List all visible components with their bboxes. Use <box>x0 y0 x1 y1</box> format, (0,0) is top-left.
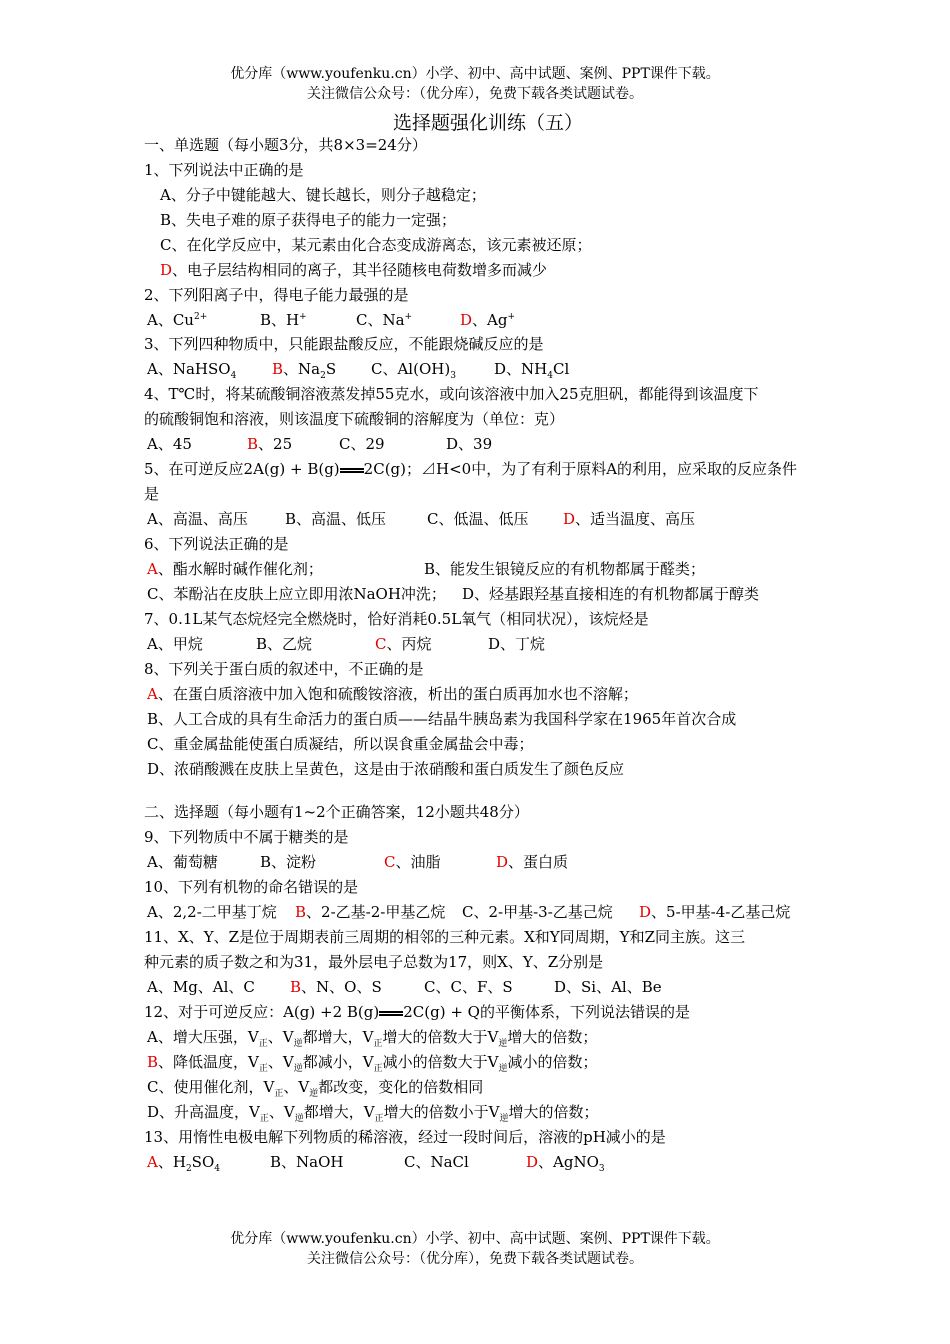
q9-option-d <box>496 853 568 871</box>
option-text: D、升高温度， <box>147 1103 250 1121</box>
answer-mark: A <box>147 1153 158 1171</box>
q1-option-d <box>160 261 547 279</box>
q7-options <box>144 635 844 655</box>
option-text: A、Cu <box>147 311 194 329</box>
q9-option-b: B、淀粉 <box>260 853 317 871</box>
option-text: 、丙烷 <box>386 635 432 653</box>
q8-option-a <box>147 685 638 703</box>
velocity-symbol: V <box>298 1078 310 1096</box>
subscript: 2 <box>185 1164 192 1174</box>
option-text: 、 <box>268 1103 284 1121</box>
answer-mark: B <box>290 978 302 996</box>
option-text: 、降低温度， <box>158 1053 249 1071</box>
q11-option-a: A、Mg、Al、C <box>147 978 255 996</box>
footer-line-1: 优分库（www.youfenku.cn）小学、初中、高中试题、案例、PPT课件下载。 <box>230 1231 720 1247</box>
velocity-symbol: V <box>487 1053 499 1071</box>
q10-option-d <box>639 903 790 921</box>
q7-option-c <box>375 635 432 653</box>
subscript: 逆 <box>293 1039 303 1049</box>
q13-option-d <box>526 1153 605 1174</box>
q4-stem-line-1: 4、T℃时，将某硫酸铜溶液蒸发掉55克水，或向该溶液中加入25克胆矾，都能得到该温度下 <box>144 385 759 403</box>
q11-option-d: D、Si、Al、Be <box>554 978 662 996</box>
q4-option-d: D、39 <box>446 435 493 453</box>
subscript: 逆 <box>498 1064 508 1074</box>
option-text: 都减小， <box>302 1053 363 1071</box>
option-text: 、 <box>267 1053 283 1071</box>
q12-option-b <box>147 1053 598 1074</box>
answer-mark: A <box>147 560 158 578</box>
answer-mark: C <box>375 635 387 653</box>
velocity-symbol: V <box>487 1028 499 1046</box>
option-text: 、5-甲基-4-乙基己烷 <box>651 903 791 921</box>
q2-options <box>144 311 844 331</box>
velocity-symbol: V <box>247 1028 259 1046</box>
q2-option-b <box>260 311 307 329</box>
q12-option-d <box>147 1103 599 1124</box>
option-text: 减小的倍数大于 <box>382 1053 488 1071</box>
q10-stem: 10、下列有机物的命名错误的是 <box>144 878 359 896</box>
q12-option-c <box>147 1078 484 1099</box>
q5-options <box>144 510 844 530</box>
q5-stem-line-1 <box>144 460 797 478</box>
subscript: 正 <box>373 1039 383 1049</box>
answer-mark: B <box>147 1053 159 1071</box>
q6-option-d: D、烃基跟羟基直接相连的有机物都属于醇类 <box>462 585 760 603</box>
answer-mark: D <box>639 903 652 921</box>
subscript: 正 <box>274 1089 284 1099</box>
option-text: D、NH <box>494 360 548 378</box>
q7-option-a: A、甲烷 <box>147 635 203 653</box>
q5-option-c: C、低温、低压 <box>427 510 529 528</box>
option-text: 、油脂 <box>395 853 441 871</box>
superscript: + <box>507 312 516 322</box>
q7-option-d: D、丁烷 <box>488 635 546 653</box>
q3-option-c <box>371 360 456 381</box>
q6-stem: 6、下列说法正确的是 <box>144 535 289 553</box>
q13-option-b: B、NaOH <box>270 1153 344 1171</box>
q5-option-d <box>563 510 695 528</box>
answer-mark: D <box>496 853 509 871</box>
option-text: B、H <box>260 311 300 329</box>
q13-option-a <box>147 1153 220 1174</box>
option-text: 、N、O、S <box>301 978 382 996</box>
answer-mark: D <box>526 1153 539 1171</box>
q10-option-b <box>295 903 445 921</box>
q1-stem: 1、下列说法中正确的是 <box>144 161 304 179</box>
q6-option-b: B、能发生银镜反应的有机物都属于醛类； <box>424 560 706 578</box>
subscript: 3 <box>450 371 456 381</box>
velocity-symbol: V <box>283 1103 295 1121</box>
option-text: 、AgNO <box>538 1153 599 1171</box>
option-text: 、蛋白质 <box>508 853 569 871</box>
option-text: C、Al(OH) <box>371 360 451 378</box>
velocity-symbol: V <box>362 1028 374 1046</box>
q11-option-b <box>290 978 382 996</box>
q10-options <box>144 903 844 923</box>
superscript: 2+ <box>193 312 208 322</box>
q2-option-a <box>147 311 207 329</box>
q2-option-c <box>356 311 412 329</box>
q12-option-a <box>147 1028 598 1049</box>
q9-option-a: A、葡萄糖 <box>147 853 218 871</box>
q6-option-c: C、苯酚沾在皮肤上应立即用浓NaOH冲洗； <box>147 585 446 603</box>
subscript: 正 <box>258 1064 268 1074</box>
answer-mark: B <box>247 435 259 453</box>
option-text: C、Na <box>356 311 405 329</box>
q8-option-c: C、重金属盐能使蛋白质凝结，所以误食重金属盐会中毒； <box>147 735 534 753</box>
subscript: 3 <box>598 1164 605 1174</box>
option-text: 、 <box>283 1078 299 1096</box>
q3-options <box>144 360 844 380</box>
option-text: SO <box>191 1153 215 1171</box>
option-text: Cl <box>552 360 570 378</box>
q3-option-a <box>147 360 237 381</box>
q2-stem: 2、下列阳离子中，得电子能力最强的是 <box>144 286 409 304</box>
option-text: 都改变，变化的倍数相同 <box>318 1078 484 1096</box>
option-text: 、H <box>157 1153 186 1171</box>
subscript: 逆 <box>294 1114 304 1124</box>
velocity-symbol: V <box>249 1103 260 1121</box>
subscript: 4 <box>214 1164 220 1174</box>
q4-option-c: C、29 <box>339 435 385 453</box>
subscript: 逆 <box>498 1039 508 1049</box>
q6-options-row-1 <box>144 560 844 580</box>
option-text: 增大的倍数； <box>508 1103 599 1121</box>
q1-option-b: B、失电子难的原子获得电子的能力一定强； <box>160 211 457 229</box>
q11-stem-line-2: 种元素的质子数之和为31，最外层电子总数为17，则X、Y、Z分别是 <box>144 953 604 971</box>
header-line-2: 关注微信公众号：（优分库），免费下载各类试题试卷。 <box>307 86 643 102</box>
q7-stem: 7、0.1L某气态烷烃完全燃烧时，恰好消耗0.5L氧气（相同状况），该烷烃是 <box>144 610 649 628</box>
answer-mark: C <box>384 853 396 871</box>
subscript: 2 <box>320 371 326 381</box>
velocity-symbol: V <box>362 1053 374 1071</box>
equilibrium-arrow-icon <box>340 467 364 473</box>
stem-text: 2C(g)；⊿H<0中，为了有利于原料A的利用，应采取的反应条件 <box>363 460 798 478</box>
subscript: 逆 <box>293 1064 303 1074</box>
q8-stem: 8、下列关于蛋白质的叙述中，不正确的是 <box>144 660 424 678</box>
stem-text: 2C(g) + Q的平衡体系，下列说法错误的是 <box>403 1003 690 1021</box>
q1-option-c: C、在化学反应中，某元素由化合态变成游离态，该元素被还原； <box>160 236 592 254</box>
subscript: 4 <box>547 371 553 381</box>
answer-mark: A <box>147 685 158 703</box>
q4-stem-line-2: 的硫酸铜饱和溶液，则该温度下硫酸铜的溶解度为（单位：克） <box>144 410 565 428</box>
answer-mark: B <box>295 903 307 921</box>
option-text: 增大的倍数大于 <box>382 1028 488 1046</box>
q10-option-a: A、2,2-二甲基丁烷 <box>147 903 277 921</box>
page-title: 选择题强化训练（五） <box>392 112 583 134</box>
stem-text: 12、对于可逆反应：A(g) +2 B(g) <box>144 1003 380 1021</box>
q11-stem-line-1: 11、X、Y、Z是位于周期表前三周期的相邻的三种元素。X和Y同周期，Y和Z同主族。这三 <box>144 928 745 946</box>
answer-mark: D <box>563 510 576 528</box>
q4-option-b <box>247 435 292 453</box>
option-text: C、使用催化剂， <box>147 1078 264 1096</box>
option-text: A、增大压强， <box>147 1028 248 1046</box>
option-text: 减小的倍数； <box>507 1053 598 1071</box>
superscript: + <box>404 312 413 322</box>
q5-stem-line-2: 是 <box>144 485 160 503</box>
subscript: 正 <box>258 1039 268 1049</box>
q13-option-c: C、NaCl <box>404 1153 469 1171</box>
stem-text: 5、在可逆反应2A(g) + B(g) <box>144 460 340 478</box>
q9-option-c <box>384 853 441 871</box>
q3-stem: 3、下列四种物质中，只能跟盐酸反应，不能跟烧碱反应的是 <box>144 335 544 353</box>
q6-options-row-2 <box>144 585 844 605</box>
option-text: 、电子层结构相同的离子，其半径随核电荷数增多而减少 <box>172 261 548 279</box>
option-text: 都增大， <box>303 1103 364 1121</box>
velocity-symbol: V <box>263 1078 275 1096</box>
subscript: 4 <box>230 371 237 381</box>
option-text: 、Na <box>283 360 321 378</box>
velocity-symbol: V <box>488 1103 500 1121</box>
q3-option-b <box>272 360 337 381</box>
option-text: 、在蛋白质溶液中加入饱和硫酸铵溶液，析出的蛋白质再加水也不溶解； <box>157 685 638 703</box>
q7-option-b: B、乙烷 <box>256 635 313 653</box>
subscript: 逆 <box>499 1114 509 1124</box>
header-line-1: 优分库（www.youfenku.cn）小学、初中、高中试题、案例、PPT课件下载。 <box>230 66 720 82</box>
equilibrium-arrow-icon <box>379 1010 403 1016</box>
subscript: 正 <box>373 1064 383 1074</box>
q11-option-c: C、C、F、S <box>424 978 513 996</box>
q9-stem: 9、下列物质中不属于糖类的是 <box>144 828 349 846</box>
option-text: S <box>325 360 337 378</box>
option-text: 增大的倍数； <box>507 1028 598 1046</box>
q11-options <box>144 978 844 998</box>
answer-mark: D <box>160 261 173 279</box>
option-text: 、适当温度、高压 <box>575 510 696 528</box>
q2-option-d <box>460 311 515 329</box>
q8-option-d: D、浓硝酸溅在皮肤上呈黄色，这是由于浓硝酸和蛋白质发生了颜色反应 <box>147 760 625 778</box>
velocity-symbol: V <box>363 1103 375 1121</box>
q13-stem: 13、用惰性电极电解下列物质的稀溶液，经过一段时间后，溶液的pH减小的是 <box>144 1128 666 1146</box>
q4-option-a: A、45 <box>147 435 192 453</box>
q4-options <box>144 435 844 455</box>
option-text: 都增大， <box>302 1028 363 1046</box>
footer-line-2: 关注微信公众号：（优分库），免费下载各类试题试卷。 <box>307 1251 643 1267</box>
superscript: + <box>299 312 307 322</box>
q8-option-b: B、人工合成的具有生命活力的蛋白质——结晶牛胰岛素为我国科学家在1965年首次合成 <box>147 710 737 728</box>
option-text: 、25 <box>258 435 293 453</box>
answer-mark: D <box>460 311 473 329</box>
q13-options <box>144 1153 844 1173</box>
option-text: A、NaHSO <box>147 360 231 378</box>
q1-option-a: A、分子中键能越大、键长越长，则分子越稳定； <box>160 186 486 204</box>
q10-option-c: C、2-甲基-3-乙基己烷 <box>462 903 613 921</box>
answer-mark: B <box>272 360 284 378</box>
option-text: 、酯水解时碱作催化剂； <box>157 560 323 578</box>
velocity-symbol: V <box>282 1053 294 1071</box>
q9-options <box>144 853 844 873</box>
q5-option-b: B、高温、低压 <box>285 510 387 528</box>
option-text: 、 <box>267 1028 283 1046</box>
velocity-symbol: V <box>282 1028 294 1046</box>
option-text: 、Ag <box>472 311 508 329</box>
q3-option-d <box>494 360 570 381</box>
option-text: 、2-乙基-2-甲基乙烷 <box>306 903 446 921</box>
section-2-heading: 二、选择题（每小题有1~2个正确答案，12小题共48分） <box>144 803 529 821</box>
section-1-heading: 一、单选题（每小题3分，共8×3=24分） <box>144 136 427 154</box>
subscript: 逆 <box>309 1089 319 1099</box>
velocity-symbol: V <box>248 1053 259 1071</box>
subscript: 正 <box>259 1114 269 1124</box>
subscript: 正 <box>374 1114 384 1124</box>
q12-stem <box>144 1003 690 1021</box>
option-text: 增大的倍数小于 <box>383 1103 489 1121</box>
q5-option-a: A、高温、高压 <box>147 510 248 528</box>
q6-option-a <box>147 560 323 578</box>
